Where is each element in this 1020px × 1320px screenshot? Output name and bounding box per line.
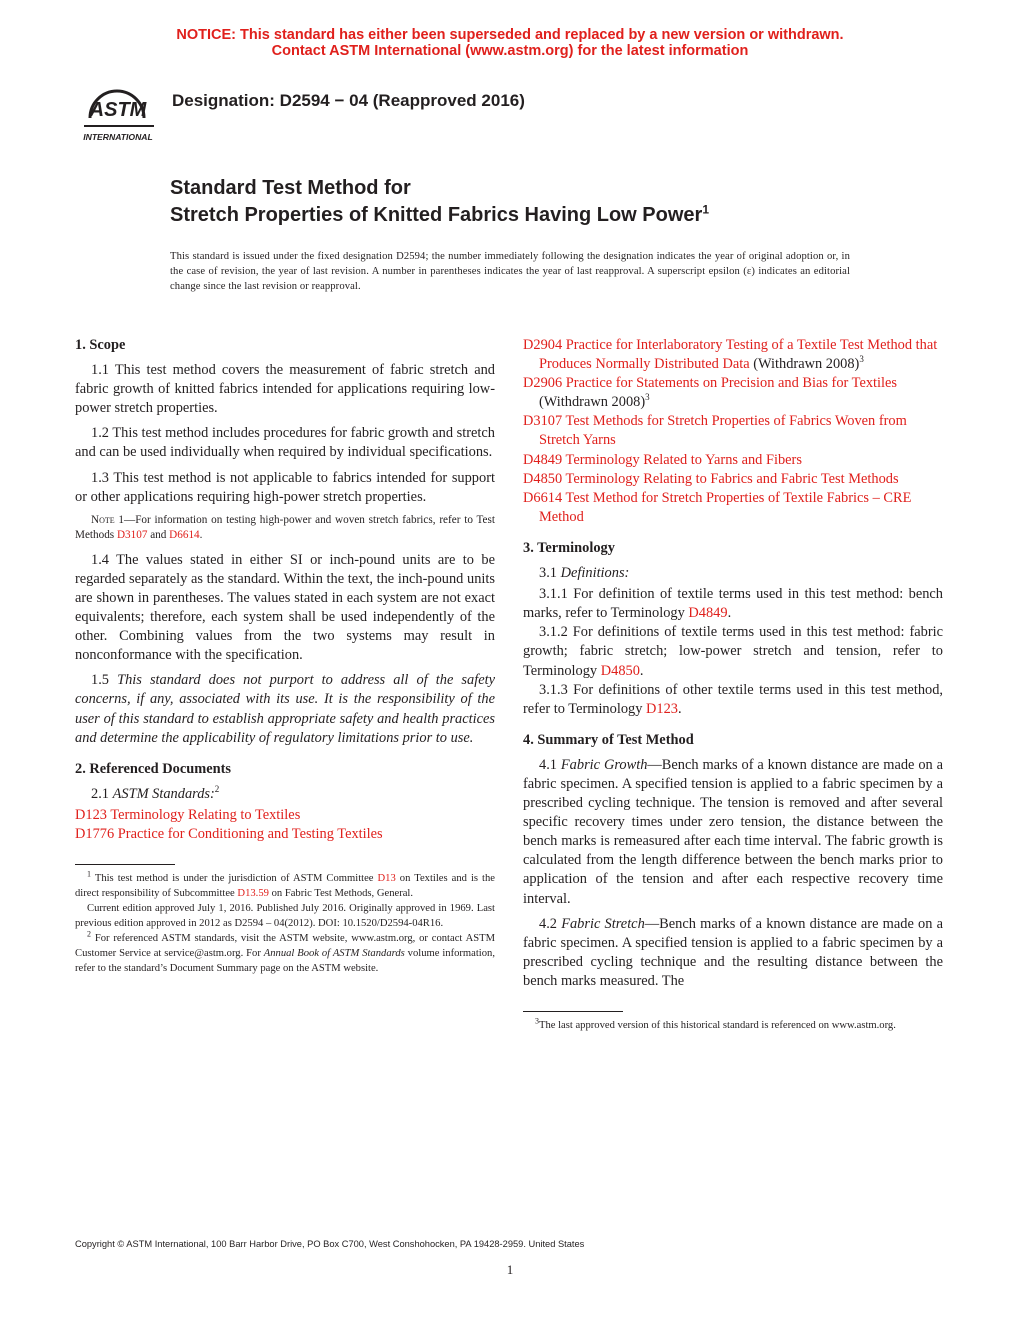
- issued-statement: This standard is issued under the fixed designation D2594; the number immediately following the designation indicates the year of original adoption or, in the case of revision, the year of last revision. A number in parentheses indicates the year of last reapproval. A superscript epsilon (ε) indicates an editorial change since the last revision or reapproval.: [170, 251, 850, 292]
- document-title: [170, 175, 709, 229]
- section-3-1-1: 3.1.1 For definition of textile terms used in this test method: bench marks, refer to Terminology D4849.: [523, 586, 943, 622]
- footnote-rule: [75, 864, 175, 865]
- right-column: [523, 336, 943, 1033]
- summary-heading: 4. Summary of Test Method: [523, 731, 694, 748]
- section-1-5: 1.5 This standard does not purport to address all of the safety concerns, if any, associated with its use. It is the responsibility of the user of this standard to establish appropriate safety and health practices and determine the applicability of regulatory limitations prior to use.: [75, 672, 495, 746]
- page-number: 1: [506, 1262, 514, 1277]
- title-footnote-mark: 1: [702, 202, 710, 217]
- footnote-1-edition: Current edition approved July 1, 2016. Published July 2016. Originally approved in 1969. Last previous edition approved in 2012 as D2594 – 04(2012). DOI: 10.1520/D2594-04R16.: [75, 903, 495, 930]
- reference-d1776[interactable]: D1776 Practice for Conditioning and Testing Textiles: [75, 825, 383, 842]
- footnote-3: $^3$The last approved version of this historical standard is referenced on www.astm.org.: [535, 1016, 896, 1031]
- footnote-1: $^1$ This test method is under the jurisdiction of ASTM Committee D13 on Textiles and is the direct responsibility of Subcommittee D13.59 on Fabric Test Methods, General.: [75, 869, 495, 900]
- reference-d2906[interactable]: D2906 Practice for Statements on Precision and Bias for Textiles (Withdrawn 2008)$^3$: [523, 375, 898, 411]
- section-3-1-2: 3.1.2 For definitions of textile terms used in this test method: fabric growth; fabric stretch; low-power stretch and tension, refer to Terminology D4850.: [523, 624, 943, 679]
- note-1: Note 1—For information on testing high-power and woven stretch fabrics, refer to Test Methods D3107 and D6614.: [75, 513, 495, 541]
- footnote-rule-right: [523, 1011, 623, 1012]
- scope-heading: 1. Scope: [75, 337, 126, 353]
- referenced-documents-heading: 2. Referenced Documents: [75, 760, 231, 777]
- link-d4850[interactable]: D4850: [600, 662, 640, 679]
- link-d4849[interactable]: D4849: [688, 605, 728, 622]
- link-subcommittee-d13-59[interactable]: D13.59: [237, 888, 269, 900]
- superseded-notice: [0, 27, 1020, 59]
- logo-international-text: INTERNATIONAL: [83, 132, 153, 142]
- section-2-1: 2.1 ASTM Standards:$^2$: [91, 783, 220, 802]
- notice-line-1: NOTICE: This standard has either been superseded and replaced by a new version or withdrawn.: [176, 27, 844, 43]
- section-1-3: 1.3 This test method is not applicable to fabrics intended for support or other applications requiring high-power stretch properties.: [75, 469, 495, 505]
- link-d3107[interactable]: D3107: [116, 528, 148, 541]
- section-4-2: 4.2 Fabric Stretch—Bench marks of a known distance are made on a fabric specimen. A specified tension is applied to a fabric specimen by a prescribed cycling technique and the resulting distance between the bench marks measured. The: [523, 915, 943, 989]
- section-1-4: 1.4 The values stated in either SI or inch-pound units are to be regarded separately as the standard. Within the text, the inch-pound units are shown in parentheses. The values stated in each system are not exact equivalents; therefore, each system shall be used independently of the other. Combining values from the two systems may result in nonconformance with the specification.: [75, 551, 495, 664]
- reference-d2904[interactable]: D2904 Practice for Interlaboratory Testing of a Textile Test Method that Produces Normally Distributed Data (Withdrawn 2008)$^3$: [523, 337, 938, 373]
- astm-logo: [72, 74, 164, 146]
- footnote-2: $^2$ For referenced ASTM standards, visit the ASTM website, www.astm.org, or contact ASTM Customer Service at service@astm.org. For Annual Book of ASTM Standards volume information, refer to the standard’s Document Summary page on the ASTM website.: [75, 929, 496, 975]
- left-column: [75, 336, 495, 976]
- section-3-1-3: 3.1.3 For definitions of other textile terms used in this test method, refer to Terminology D123.: [523, 681, 943, 717]
- link-d6614[interactable]: D6614: [169, 528, 200, 541]
- link-committee-d13[interactable]: D13: [377, 873, 396, 885]
- section-1-2: 1.2 This test method includes procedures for fabric growth and stretch and can be used individually when required by individual specifications.: [75, 425, 495, 461]
- designation: Designation: D2594 − 04 (Reapproved 2016): [172, 91, 525, 110]
- reference-d4849[interactable]: D4849 Terminology Related to Yarns and Fibers: [523, 451, 802, 468]
- section-1-1: 1.1 This test method covers the measurement of fabric stretch and fabric growth of knitted fabrics intended for applications requiring low-power stretch properties.: [75, 362, 495, 417]
- section-3-1: 3.1 Definitions:: [539, 565, 630, 582]
- copyright-line: Copyright © ASTM International, 100 Barr Harbor Drive, PO Box C700, West Conshohocken, PA 19428-2959. United States: [75, 1239, 585, 1249]
- link-d123[interactable]: D123: [646, 700, 678, 717]
- title-line-1: Standard Test Method for: [170, 177, 411, 199]
- reference-d123[interactable]: D123 Terminology Relating to Textiles: [75, 806, 301, 823]
- reference-d4850[interactable]: D4850 Terminology Relating to Fabrics and Fabric Test Methods: [523, 470, 899, 487]
- title-line-2: Stretch Properties of Knitted Fabrics Having Low Power$^1$: [170, 202, 710, 226]
- logo-astm-text: ASTM: [89, 99, 147, 121]
- terminology-heading: 3. Terminology: [523, 539, 615, 556]
- reference-d3107[interactable]: D3107 Test Methods for Stretch Properties of Fabrics Woven from Stretch Yarns: [523, 413, 907, 449]
- notice-line-2: Contact ASTM International (www.astm.org) for the latest information: [271, 43, 749, 59]
- section-4-1: 4.1 Fabric Growth—Bench marks of a known distance are made on a fabric specimen. A specified tension is applied to a fabric specimen by a prescribed cycling technique. The tension is removed and after several specific recovery times under zero tension, the distance between the bench marks is remeasured after each time interval. The fabric growth is calculated from the length difference between the bench marks prior to application of the tension and after each respective recovery time interval.: [523, 756, 943, 907]
- reference-d6614[interactable]: D6614 Test Method for Stretch Properties of Textile Fabrics – CRE Method: [523, 489, 912, 525]
